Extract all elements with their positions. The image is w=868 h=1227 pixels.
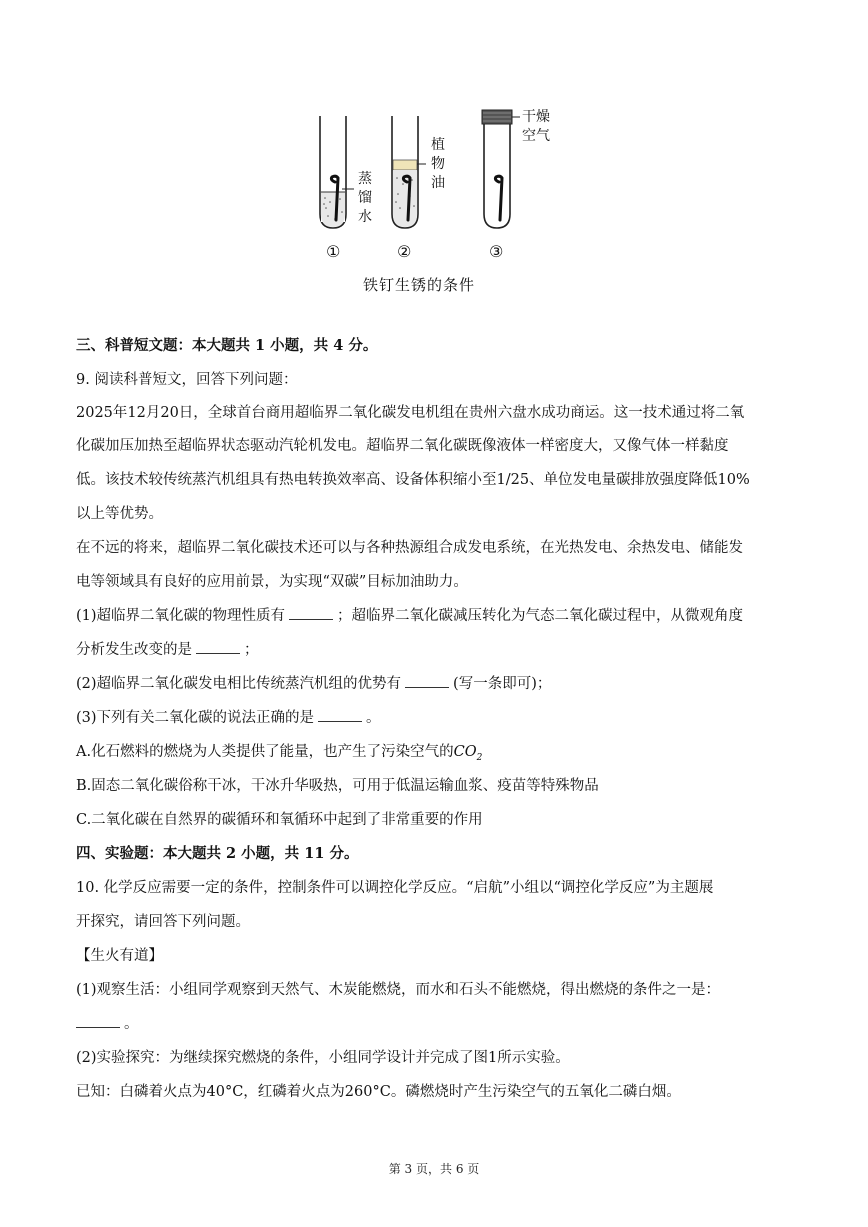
q10-heading: 【生火有道】 bbox=[76, 948, 163, 964]
q9-option-b: B.固态二氧化碳俗称干冰，干冰升华吸热，可用于低温运输血浆、疫苗等特殊物品 bbox=[76, 778, 599, 794]
q9-paragraph2-line2: 电等领域具有良好的应用前景，为实现“双碳”目标加油助力。 bbox=[76, 574, 468, 590]
label-dry-air: 干燥 空气 bbox=[522, 109, 550, 144]
q10-sub2: (2)实验探究：为继续探究燃烧的条件，小组同学设计并完成了图1所示实验。 bbox=[76, 1050, 570, 1066]
formula-co2: $CO_2$ bbox=[453, 744, 483, 763]
test-tube-2 bbox=[392, 116, 426, 228]
q9-paragraph1-line2: 化碳加压加热至超临界状态驱动汽轮机发电。超临界二氧化碳既像液体一样密度大，又像气体一样黏度 bbox=[76, 438, 729, 454]
page-footer: 第 3 页，共 6 页 bbox=[388, 1162, 480, 1176]
q9-paragraph1-line4: 以上等优势。 bbox=[76, 506, 163, 522]
answer-blank[interactable] bbox=[76, 1015, 120, 1028]
q10-line2: 开探究，请回答下列问题。 bbox=[76, 914, 250, 930]
q9-sub2: (2)超临界二氧化碳发电相比传统蒸汽机组的优势有 (写一条即可)； bbox=[76, 676, 552, 692]
q10-known: 已知：白磷着火点为40°C，红磷着火点为260°C。磷燃烧时产生污染空气的五氧化二磷白烟。 bbox=[76, 1084, 681, 1100]
label-vegetable-oil: 植 物 油 bbox=[431, 137, 445, 191]
q9-intro: 9. 阅读科普短文，回答下列问题： bbox=[76, 372, 298, 388]
q10-sub1-line2: 。 bbox=[76, 1012, 139, 1033]
rusting-figure bbox=[300, 108, 570, 308]
label-distilled-water: 蒸 馏 水 bbox=[358, 171, 372, 225]
section-3-heading: 三、科普短文题：本大题共 1 小题，共 4 分。 bbox=[76, 337, 378, 354]
answer-blank[interactable] bbox=[196, 641, 240, 654]
tube-number-2: ② bbox=[397, 242, 412, 261]
q9-sub3: (3)下列有关二氧化碳的说法正确的是 。 bbox=[76, 710, 381, 726]
q10-line1: 10. 化学反应需要一定的条件，控制条件可以调控化学反应。“启航”小组以“调控化学反应”为主题展 bbox=[76, 880, 714, 896]
q9-sub1-line2: 分析发生改变的是 ； bbox=[76, 642, 259, 658]
tube-number-3: ③ bbox=[489, 242, 504, 261]
answer-blank[interactable] bbox=[289, 607, 333, 620]
q9-paragraph2-line1: 在不远的将来，超临界二氧化碳技术还可以与各种热源组合成发电系统，在光热发电、余热发电、储能发 bbox=[76, 540, 743, 556]
answer-blank[interactable] bbox=[318, 709, 362, 722]
q9-paragraph1-line3: 低。该技术较传统蒸汽机组具有热电转换效率高、设备体积缩小至1/25、单位发电量碳排放强度降低10% bbox=[76, 472, 750, 488]
q9-sub1-line1: (1)超临界二氧化碳的物理性质有 ；超临界二氧化碳减压转化为气态二氧化碳过程中，从微观角度 bbox=[76, 608, 744, 624]
q9-option-c: C.二氧化碳在自然界的碳循环和氧循环中起到了非常重要的作用 bbox=[76, 812, 483, 828]
section-4-heading: 四、实验题：本大题共 2 小题，共 11 分。 bbox=[76, 845, 359, 862]
answer-blank[interactable] bbox=[405, 675, 449, 688]
tube-number-1: ① bbox=[326, 242, 341, 261]
q9-paragraph1-line1: 2025年12月20日，全球首台商用超临界二氧化碳发电机组在贵州六盘水成功商运。这一技术通过将二氧 bbox=[76, 405, 745, 421]
test-tube-1 bbox=[320, 116, 354, 228]
figure-caption: 铁钉生锈的条件 bbox=[363, 276, 476, 294]
test-tube-3 bbox=[482, 110, 520, 228]
q10-sub1-line1: (1)观察生活：小组同学观察到天然气、木炭能燃烧，而水和石头不能燃烧，得出燃烧的条件之一是： bbox=[76, 982, 721, 998]
q9-option-a: A.化石燃料的燃烧为人类提供了能量，也产生了污染空气的$CO_2$ bbox=[76, 744, 483, 763]
